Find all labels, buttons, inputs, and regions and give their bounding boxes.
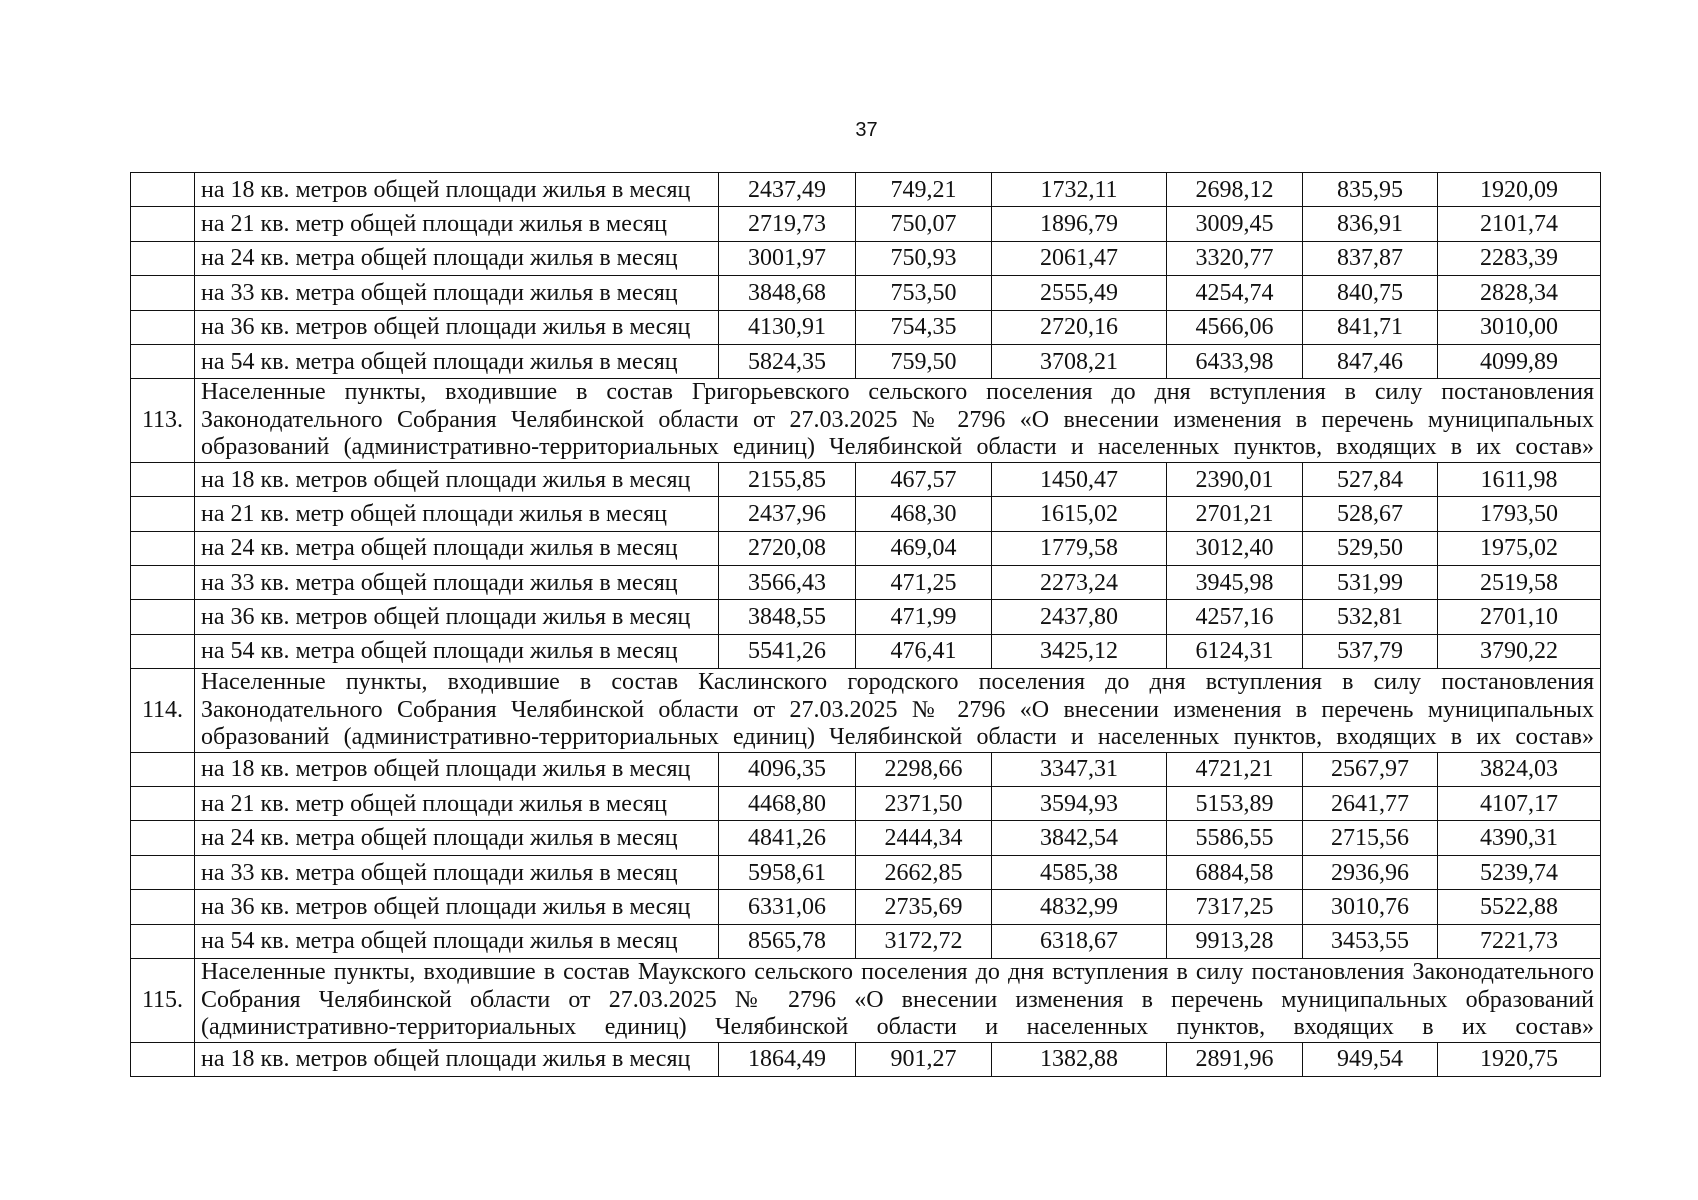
value-cell: 1793,50 bbox=[1438, 497, 1601, 531]
value-cell: 2555,49 bbox=[992, 276, 1167, 310]
value-cell: 3425,12 bbox=[992, 634, 1167, 668]
section-title-line: (административно-территориальных единиц) Челябинской области и населенных пунктов, входящих в их состав» bbox=[201, 1014, 1594, 1041]
row-index-cell bbox=[131, 344, 195, 378]
value-cell: 3320,77 bbox=[1167, 241, 1303, 275]
value-cell: 1382,88 bbox=[992, 1042, 1167, 1076]
row-label: на 18 кв. метров общей площади жилья в месяц bbox=[195, 752, 719, 786]
value-cell: 471,25 bbox=[856, 566, 992, 600]
section-index: 115. bbox=[131, 959, 195, 1043]
value-cell: 2437,96 bbox=[719, 497, 856, 531]
value-cell: 5522,88 bbox=[1438, 890, 1601, 924]
section-title-line: Населенные пункты, входившие в состав Григорьевского сельского поселения до дня вступления в силу постановления bbox=[201, 379, 1594, 406]
row-label: на 36 кв. метров общей площади жилья в месяц bbox=[195, 310, 719, 344]
section-header-row bbox=[131, 959, 1601, 1043]
value-cell: 2155,85 bbox=[719, 462, 856, 496]
value-cell: 469,04 bbox=[856, 531, 992, 565]
row-index-cell bbox=[131, 787, 195, 821]
value-cell: 1920,09 bbox=[1438, 173, 1601, 207]
value-cell: 2567,97 bbox=[1303, 752, 1438, 786]
row-label: на 54 кв. метра общей площади жилья в месяц bbox=[195, 924, 719, 958]
row-index-cell bbox=[131, 531, 195, 565]
value-cell: 3010,00 bbox=[1438, 310, 1601, 344]
section-title bbox=[195, 379, 1601, 463]
value-cell: 5958,61 bbox=[719, 855, 856, 889]
row-label: на 33 кв. метра общей площади жилья в месяц bbox=[195, 566, 719, 600]
value-cell: 836,91 bbox=[1303, 207, 1438, 241]
value-cell: 9913,28 bbox=[1167, 924, 1303, 958]
value-cell: 750,93 bbox=[856, 241, 992, 275]
value-cell: 2720,16 bbox=[992, 310, 1167, 344]
value-cell: 1975,02 bbox=[1438, 531, 1601, 565]
table-row bbox=[131, 634, 1601, 668]
value-cell: 1732,11 bbox=[992, 173, 1167, 207]
value-cell: 467,57 bbox=[856, 462, 992, 496]
value-cell: 4832,99 bbox=[992, 890, 1167, 924]
value-cell: 4254,74 bbox=[1167, 276, 1303, 310]
section-index: 113. bbox=[131, 379, 195, 463]
value-cell: 4096,35 bbox=[719, 752, 856, 786]
row-label: на 21 кв. метр общей площади жилья в месяц bbox=[195, 497, 719, 531]
table-row bbox=[131, 1042, 1601, 1076]
row-label: на 18 кв. метров общей площади жилья в месяц bbox=[195, 462, 719, 496]
value-cell: 532,81 bbox=[1303, 600, 1438, 634]
value-cell: 753,50 bbox=[856, 276, 992, 310]
value-cell: 4468,80 bbox=[719, 787, 856, 821]
table-row bbox=[131, 890, 1601, 924]
row-label: на 18 кв. метров общей площади жилья в месяц bbox=[195, 173, 719, 207]
value-cell: 6331,06 bbox=[719, 890, 856, 924]
table-row bbox=[131, 241, 1601, 275]
value-cell: 1920,75 bbox=[1438, 1042, 1601, 1076]
value-cell: 2437,80 bbox=[992, 600, 1167, 634]
value-cell: 835,95 bbox=[1303, 173, 1438, 207]
row-index-cell bbox=[131, 566, 195, 600]
value-cell: 3347,31 bbox=[992, 752, 1167, 786]
row-label: на 24 кв. метра общей площади жилья в месяц bbox=[195, 821, 719, 855]
value-cell: 2641,77 bbox=[1303, 787, 1438, 821]
value-cell: 3945,98 bbox=[1167, 566, 1303, 600]
value-cell: 4585,38 bbox=[992, 855, 1167, 889]
value-cell: 3824,03 bbox=[1438, 752, 1601, 786]
value-cell: 901,27 bbox=[856, 1042, 992, 1076]
row-label: на 33 кв. метра общей площади жилья в месяц bbox=[195, 855, 719, 889]
section-index: 114. bbox=[131, 669, 195, 753]
table-row bbox=[131, 462, 1601, 496]
table-row bbox=[131, 566, 1601, 600]
row-label: на 36 кв. метров общей площади жилья в месяц bbox=[195, 890, 719, 924]
table-row bbox=[131, 531, 1601, 565]
value-cell: 1450,47 bbox=[992, 462, 1167, 496]
value-cell: 759,50 bbox=[856, 344, 992, 378]
row-index-cell bbox=[131, 890, 195, 924]
value-cell: 2662,85 bbox=[856, 855, 992, 889]
value-cell: 841,71 bbox=[1303, 310, 1438, 344]
value-cell: 2283,39 bbox=[1438, 241, 1601, 275]
value-cell: 1779,58 bbox=[992, 531, 1167, 565]
value-cell: 837,87 bbox=[1303, 241, 1438, 275]
tariff-table bbox=[130, 172, 1601, 1077]
value-cell: 1611,98 bbox=[1438, 462, 1601, 496]
table-row bbox=[131, 855, 1601, 889]
value-cell: 5824,35 bbox=[719, 344, 856, 378]
value-cell: 2701,10 bbox=[1438, 600, 1601, 634]
value-cell: 6318,67 bbox=[992, 924, 1167, 958]
value-cell: 3708,21 bbox=[992, 344, 1167, 378]
value-cell: 3842,54 bbox=[992, 821, 1167, 855]
value-cell: 2936,96 bbox=[1303, 855, 1438, 889]
value-cell: 754,35 bbox=[856, 310, 992, 344]
value-cell: 3594,93 bbox=[992, 787, 1167, 821]
section-header-row bbox=[131, 669, 1601, 753]
value-cell: 6433,98 bbox=[1167, 344, 1303, 378]
table-row bbox=[131, 497, 1601, 531]
value-cell: 2298,66 bbox=[856, 752, 992, 786]
value-cell: 3790,22 bbox=[1438, 634, 1601, 668]
row-index-cell bbox=[131, 310, 195, 344]
value-cell: 847,46 bbox=[1303, 344, 1438, 378]
value-cell: 2891,96 bbox=[1167, 1042, 1303, 1076]
value-cell: 2519,58 bbox=[1438, 566, 1601, 600]
table-row bbox=[131, 821, 1601, 855]
page-number: 37 bbox=[855, 119, 878, 141]
value-cell: 527,84 bbox=[1303, 462, 1438, 496]
value-cell: 2371,50 bbox=[856, 787, 992, 821]
value-cell: 2101,74 bbox=[1438, 207, 1601, 241]
section-title bbox=[195, 959, 1601, 1043]
value-cell: 3566,43 bbox=[719, 566, 856, 600]
value-cell: 4841,26 bbox=[719, 821, 856, 855]
row-index-cell bbox=[131, 600, 195, 634]
value-cell: 3012,40 bbox=[1167, 531, 1303, 565]
table-row bbox=[131, 207, 1601, 241]
value-cell: 5239,74 bbox=[1438, 855, 1601, 889]
table-body bbox=[131, 173, 1601, 1077]
value-cell: 471,99 bbox=[856, 600, 992, 634]
row-index-cell bbox=[131, 924, 195, 958]
value-cell: 749,21 bbox=[856, 173, 992, 207]
table-row bbox=[131, 344, 1601, 378]
value-cell: 2444,34 bbox=[856, 821, 992, 855]
table-row bbox=[131, 924, 1601, 958]
section-header-row bbox=[131, 379, 1601, 463]
row-label: на 21 кв. метр общей площади жилья в месяц bbox=[195, 207, 719, 241]
value-cell: 2828,34 bbox=[1438, 276, 1601, 310]
value-cell: 468,30 bbox=[856, 497, 992, 531]
value-cell: 2715,56 bbox=[1303, 821, 1438, 855]
value-cell: 7221,73 bbox=[1438, 924, 1601, 958]
value-cell: 3848,68 bbox=[719, 276, 856, 310]
row-label: на 36 кв. метров общей площади жилья в месяц bbox=[195, 600, 719, 634]
value-cell: 840,75 bbox=[1303, 276, 1438, 310]
value-cell: 4130,91 bbox=[719, 310, 856, 344]
value-cell: 3848,55 bbox=[719, 600, 856, 634]
row-label: на 24 кв. метра общей площади жилья в месяц bbox=[195, 241, 719, 275]
section-title bbox=[195, 669, 1601, 753]
value-cell: 1896,79 bbox=[992, 207, 1167, 241]
value-cell: 2735,69 bbox=[856, 890, 992, 924]
value-cell: 3453,55 bbox=[1303, 924, 1438, 958]
row-label: на 54 кв. метра общей площади жилья в месяц bbox=[195, 634, 719, 668]
table-row bbox=[131, 173, 1601, 207]
section-title-line: Населенные пункты, входившие в состав Каслинского городского поселения до дня вступления в силу постановления bbox=[201, 669, 1594, 696]
row-label: на 18 кв. метров общей площади жилья в месяц bbox=[195, 1042, 719, 1076]
table-row bbox=[131, 276, 1601, 310]
row-label: на 21 кв. метр общей площади жилья в месяц bbox=[195, 787, 719, 821]
value-cell: 476,41 bbox=[856, 634, 992, 668]
row-label: на 54 кв. метра общей площади жилья в месяц bbox=[195, 344, 719, 378]
row-index-cell bbox=[131, 497, 195, 531]
value-cell: 4721,21 bbox=[1167, 752, 1303, 786]
row-index-cell bbox=[131, 462, 195, 496]
value-cell: 531,99 bbox=[1303, 566, 1438, 600]
value-cell: 2390,01 bbox=[1167, 462, 1303, 496]
section-title-line: Собрания Челябинской области от 27.03.2025 № 2796 «О внесении изменения в перечень муниципальных образований bbox=[201, 986, 1594, 1013]
value-cell: 6884,58 bbox=[1167, 855, 1303, 889]
row-index-cell bbox=[131, 634, 195, 668]
row-index-cell bbox=[131, 173, 195, 207]
value-cell: 2720,08 bbox=[719, 531, 856, 565]
value-cell: 4099,89 bbox=[1438, 344, 1601, 378]
row-index-cell bbox=[131, 276, 195, 310]
value-cell: 3172,72 bbox=[856, 924, 992, 958]
table-row bbox=[131, 787, 1601, 821]
row-index-cell bbox=[131, 821, 195, 855]
value-cell: 3010,76 bbox=[1303, 890, 1438, 924]
row-index-cell bbox=[131, 241, 195, 275]
value-cell: 2061,47 bbox=[992, 241, 1167, 275]
table-row bbox=[131, 600, 1601, 634]
row-index-cell bbox=[131, 207, 195, 241]
value-cell: 1615,02 bbox=[992, 497, 1167, 531]
value-cell: 2437,49 bbox=[719, 173, 856, 207]
row-index-cell bbox=[131, 855, 195, 889]
value-cell: 5586,55 bbox=[1167, 821, 1303, 855]
value-cell: 5153,89 bbox=[1167, 787, 1303, 821]
value-cell: 3001,97 bbox=[719, 241, 856, 275]
row-index-cell bbox=[131, 752, 195, 786]
value-cell: 7317,25 bbox=[1167, 890, 1303, 924]
value-cell: 529,50 bbox=[1303, 531, 1438, 565]
value-cell: 2701,21 bbox=[1167, 497, 1303, 531]
row-index-cell bbox=[131, 1042, 195, 1076]
value-cell: 2273,24 bbox=[992, 566, 1167, 600]
value-cell: 537,79 bbox=[1303, 634, 1438, 668]
value-cell: 5541,26 bbox=[719, 634, 856, 668]
section-title-line: Законодательного Собрания Челябинской области от 27.03.2025 № 2796 «О внесении изменения в перечень муниципальных bbox=[201, 406, 1594, 433]
table-row bbox=[131, 752, 1601, 786]
value-cell: 6124,31 bbox=[1167, 634, 1303, 668]
section-title-line: образований (административно-территориальных единиц) Челябинской области и населенных пунктов, входящих в их состав» bbox=[201, 724, 1594, 751]
row-label: на 33 кв. метра общей площади жилья в месяц bbox=[195, 276, 719, 310]
row-label: на 24 кв. метра общей площади жилья в месяц bbox=[195, 531, 719, 565]
section-title-line: образований (административно-территориальных единиц) Челябинской области и населенных пунктов, входящих в их состав» bbox=[201, 434, 1594, 461]
table-row bbox=[131, 310, 1601, 344]
value-cell: 3009,45 bbox=[1167, 207, 1303, 241]
value-cell: 4566,06 bbox=[1167, 310, 1303, 344]
value-cell: 2719,73 bbox=[719, 207, 856, 241]
section-title-line: Законодательного Собрания Челябинской области от 27.03.2025 № 2796 «О внесении изменения в перечень муниципальных bbox=[201, 696, 1594, 723]
value-cell: 949,54 bbox=[1303, 1042, 1438, 1076]
value-cell: 4390,31 bbox=[1438, 821, 1601, 855]
section-title-line: Населенные пункты, входившие в состав Маукского сельского поселения до дня вступления в силу постановления Законодательного bbox=[201, 959, 1594, 986]
value-cell: 528,67 bbox=[1303, 497, 1438, 531]
value-cell: 750,07 bbox=[856, 207, 992, 241]
value-cell: 2698,12 bbox=[1167, 173, 1303, 207]
value-cell: 8565,78 bbox=[719, 924, 856, 958]
value-cell: 4107,17 bbox=[1438, 787, 1601, 821]
value-cell: 4257,16 bbox=[1167, 600, 1303, 634]
value-cell: 1864,49 bbox=[719, 1042, 856, 1076]
